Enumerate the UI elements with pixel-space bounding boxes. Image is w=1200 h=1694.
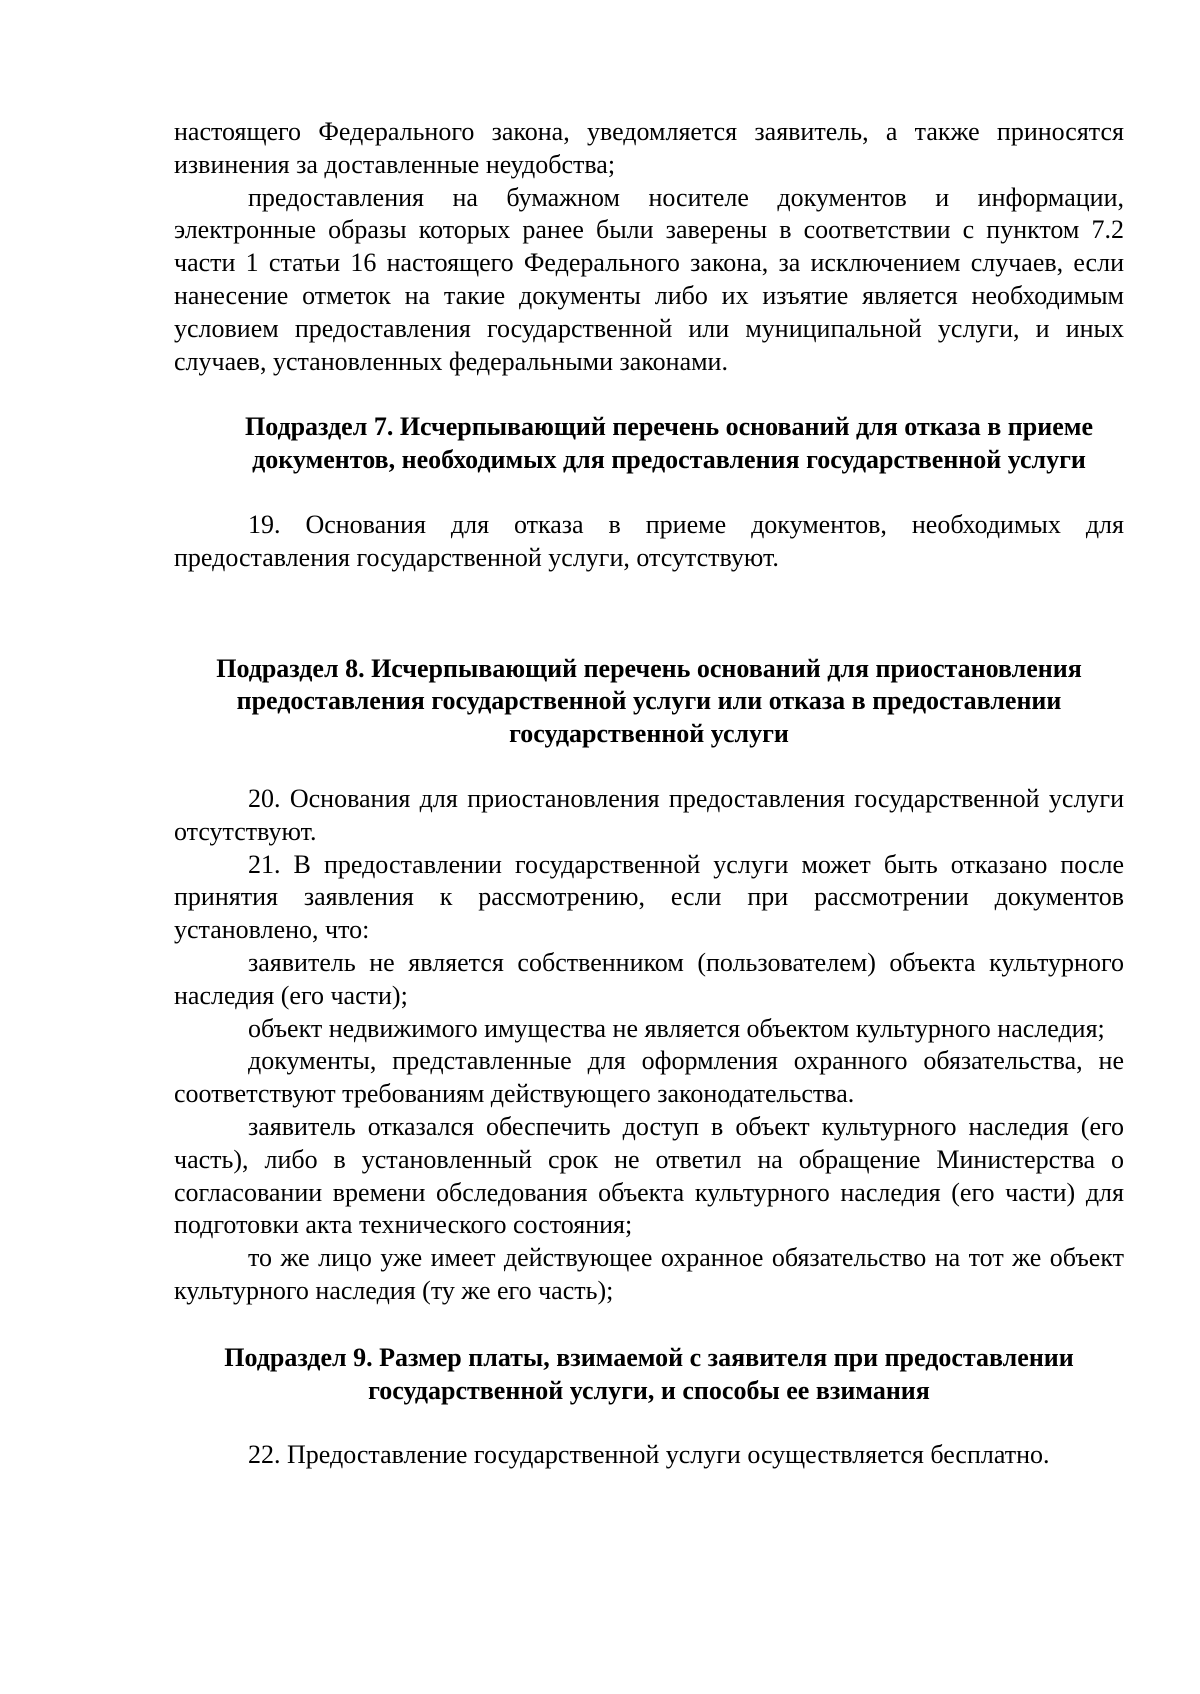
paragraph-21-item-existing-obligation: то же лицо уже имеет действующее охранное обязательство на тот же объект культурного наследия (ту же его часть); bbox=[174, 1243, 1124, 1305]
paragraph-19: 19. Основания для отказа в приеме документов, необходимых для предоставления государственной услуги, отсутствуют. bbox=[174, 509, 1124, 572]
paragraph-21-item-access: заявитель отказался обеспечить доступ в объект культурного наследия (его часть), либо в установленный срок не ответил на обращение Министерства о согласовании времени обследования объекта культурного наследия (его части) для подготовки акта технического состояния; bbox=[174, 1111, 1124, 1240]
paragraph-21-item-owner: заявитель не является собственником (пользователем) объекта культурного наследия (его части); bbox=[174, 947, 1124, 1010]
subsection-7-heading: Подраздел 7. Исчерпывающий перечень оснований для отказа в приеме документов, необходимых для предоставления государственной услуги bbox=[244, 412, 1094, 475]
paragraph-continuation: настоящего Федерального закона, уведомляется заявитель, а также приносятся извинения за доставленные неудобства; bbox=[174, 117, 1124, 179]
paragraph-21-item-object: объект недвижимого имущества не является объектом культурного наследия; bbox=[248, 1013, 1105, 1043]
subsection-8-heading: Подраздел 8. Исчерпывающий перечень оснований для приостановления предоставления государственной услуги или отказа в предоставлении государственной услуги bbox=[216, 653, 1082, 749]
paragraph-22: 22. Предоставление государственной услуги осуществляется бесплатно. bbox=[248, 1440, 1050, 1470]
document-page bbox=[174, 116, 1124, 1472]
subsection-9-heading: Подраздел 9. Размер платы, взимаемой с заявителя при предоставлении государственной услуги, и способы ее взимания bbox=[224, 1342, 1074, 1405]
paragraph-21: 21. В предоставлении государственной услуги может быть отказано после принятия заявления к рассмотрению, если при рассмотрении документов установлено, что: bbox=[174, 849, 1124, 945]
paragraph-21-item-documents: документы, представленные для оформления охранного обязательства, не соответствуют требованиям действующего законодательства. bbox=[174, 1046, 1124, 1109]
paragraph-paper-documents: предоставления на бумажном носителе документов и информации, электронные образы которых ранее были заверены в соответствии с пунктом 7.2 части 1 статьи 16 настоящего Федерального закона, за исключением случаев, если нанесение отметок на такие документы либо их изъятие является необходимым условием предоставления государственной или муниципальной услуги, и иных случаев, установленных федеральными законами. bbox=[174, 182, 1124, 376]
paragraph-20: 20. Основания для приостановления предоставления государственной услуги отсутствуют. bbox=[174, 783, 1124, 846]
